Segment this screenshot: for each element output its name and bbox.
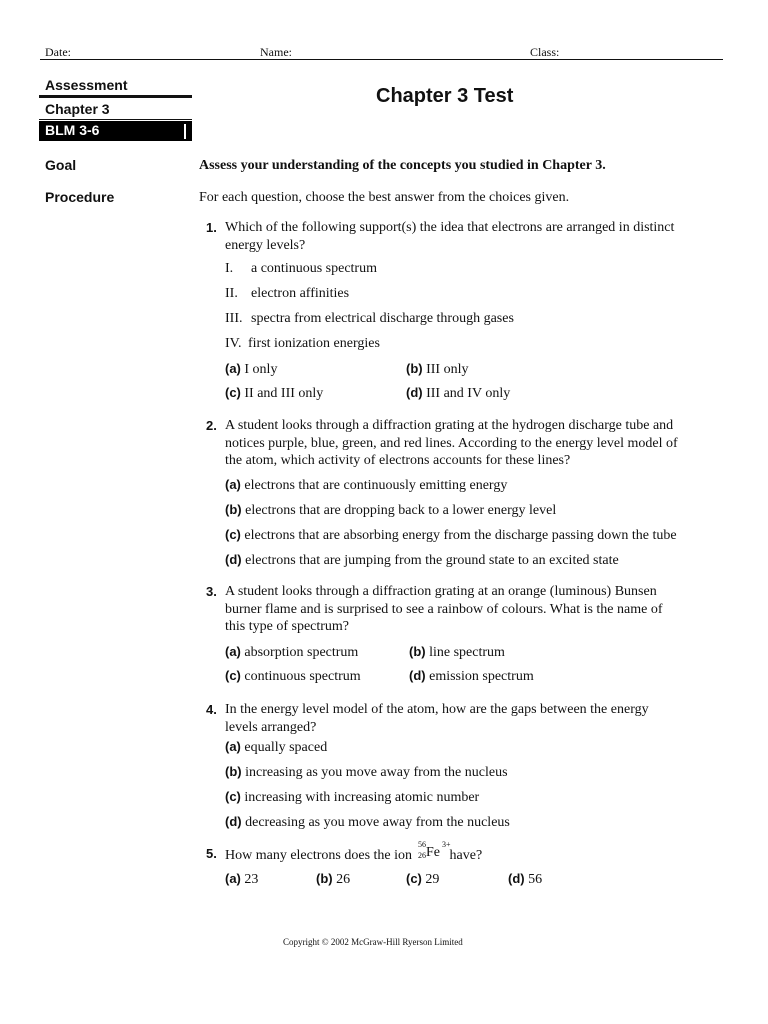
option-text: increasing with increasing atomic number	[244, 790, 480, 805]
answer-option	[225, 814, 510, 831]
question-number: 1.	[206, 220, 217, 235]
answer-option	[316, 871, 350, 888]
question-text-line: Which of the following support(s) the idea that electrons are arranged in distinct	[225, 220, 675, 235]
header-rule	[40, 59, 723, 60]
answer-option	[406, 361, 469, 378]
option-label: (d)	[225, 552, 242, 567]
mass-number: 56	[418, 840, 427, 849]
option-text: absorption spectrum	[244, 645, 359, 660]
option-label: (d)	[225, 814, 242, 829]
question-text	[225, 840, 483, 864]
question-number: 5.	[206, 846, 217, 861]
answer-option	[409, 644, 505, 661]
page-title: Chapter 3 Test	[376, 85, 514, 107]
procedure-text: For each question, choose the best answer from the choices given.	[199, 190, 570, 205]
question-text-line: energy levels?	[225, 237, 306, 253]
question-text-line: In the energy level model of the atom, how are the gaps between the energy	[225, 702, 649, 717]
answer-option	[225, 552, 619, 569]
chapter-label: Chapter 3	[45, 101, 110, 117]
option-text: continuous spectrum	[244, 669, 361, 684]
option-label: (b)	[225, 764, 242, 779]
answer-option	[409, 668, 534, 685]
assessment-label: Assessment	[45, 77, 128, 93]
roman-numeral: II.	[225, 286, 238, 301]
option-text: 23	[244, 872, 259, 887]
option-text: I only	[244, 362, 278, 377]
name-label: Name:	[260, 45, 292, 59]
question-text-line: the atom, which activity of electrons accounts for these lines?	[225, 453, 571, 468]
option-text: electrons that are dropping back to a lower energy level	[245, 503, 557, 518]
blm-label: BLM 3-6	[45, 122, 100, 138]
option-text: II and III only	[244, 386, 324, 401]
option-text: decreasing as you move away from the nucleus	[245, 815, 510, 830]
answer-option	[225, 385, 323, 402]
answer-option	[225, 739, 327, 756]
option-text: electrons that are absorbing energy from the discharge passing down the tube	[244, 528, 677, 543]
roman-item	[225, 286, 349, 302]
option-text: equally spaced	[244, 740, 328, 755]
question-text-after: have?	[449, 848, 483, 863]
option-label: (d)	[409, 668, 426, 683]
atomic-number: 26	[418, 851, 427, 860]
goal-label: Goal	[45, 157, 77, 173]
roman-item-text: electron affinities	[251, 286, 350, 301]
option-label: (c)	[225, 385, 241, 400]
option-label: (c)	[225, 527, 241, 542]
option-label: (b)	[316, 871, 333, 886]
option-label: (a)	[225, 871, 241, 886]
option-label: (a)	[225, 477, 241, 492]
option-text: 56	[528, 872, 543, 887]
question-number: 3.	[206, 584, 217, 599]
ion-charge: 3+	[442, 840, 451, 849]
question-text-line: notices purple, blue, green, and red lines. According to the energy level model of	[225, 435, 678, 451]
option-text: 26	[336, 872, 351, 887]
question-text-before: How many electrons does the ion	[225, 848, 413, 863]
blm-badge	[39, 121, 192, 141]
answer-option	[406, 385, 510, 402]
question-number: 4.	[206, 702, 217, 717]
question-text-line: A student looks through a diffraction grating at an orange (luminous) Bunsen	[225, 584, 657, 599]
question-text-line: this type of spectrum?	[225, 619, 350, 634]
roman-item	[225, 261, 377, 277]
option-label: (c)	[406, 871, 422, 886]
blm-bar-decoration	[184, 124, 186, 139]
question-text	[225, 701, 720, 736]
option-text: electrons that are continuously emitting energy	[244, 478, 508, 493]
option-text: III and IV only	[426, 386, 511, 401]
answer-option	[225, 789, 479, 806]
answer-option	[406, 871, 439, 888]
roman-numeral: IV.	[225, 336, 242, 351]
answer-option	[225, 527, 677, 544]
option-label: (d)	[406, 385, 423, 400]
option-label: (b)	[225, 502, 242, 517]
question-number: 2.	[206, 418, 217, 433]
goal-text: Assess your understanding of the concepts you studied in Chapter 3.	[199, 158, 606, 173]
answer-option	[225, 764, 508, 781]
sidebar-rule-thick	[39, 95, 192, 98]
date-label: Date:	[45, 45, 71, 59]
roman-item	[225, 336, 380, 352]
answer-option	[225, 644, 358, 661]
answer-option	[508, 871, 542, 888]
option-label: (c)	[225, 668, 241, 683]
option-label: (d)	[508, 871, 525, 886]
option-label: (a)	[225, 361, 241, 376]
answer-option	[225, 871, 258, 888]
question-text-line: burner flame and is surprised to see a rainbow of colours. What is the name of	[225, 601, 663, 617]
roman-item-text: first ionization energies	[248, 336, 380, 351]
answer-option	[225, 502, 556, 519]
sidebar-rule-thin	[39, 119, 192, 120]
option-label: (a)	[225, 739, 241, 754]
roman-numeral: I.	[225, 261, 234, 276]
answer-option	[225, 668, 361, 685]
option-label: (b)	[409, 644, 426, 659]
question-text	[225, 417, 720, 470]
roman-item-text: spectra from electrical discharge through gases	[251, 311, 514, 326]
class-label: Class:	[530, 45, 560, 59]
question-text	[225, 219, 720, 254]
procedure-label: Procedure	[45, 189, 115, 205]
question-text-line: A student looks through a diffraction grating at the hydrogen discharge tube and	[225, 418, 674, 433]
option-text: line spectrum	[429, 645, 505, 660]
option-label: (c)	[225, 789, 241, 804]
question-text	[225, 583, 720, 636]
copyright-footer: Copyright © 2002 McGraw-Hill Ryerson Limited	[283, 937, 463, 947]
option-text: III only	[426, 362, 469, 377]
option-label: (b)	[406, 361, 423, 376]
answer-option	[225, 361, 277, 378]
element-symbol: Fe	[426, 845, 441, 860]
option-label: (a)	[225, 644, 241, 659]
option-text: electrons that are jumping from the ground state to an excited state	[245, 553, 619, 568]
answer-option	[225, 477, 507, 494]
roman-numeral: III.	[225, 311, 243, 326]
question-text-line: levels arranged?	[225, 719, 317, 735]
option-text: emission spectrum	[429, 669, 534, 684]
option-text: increasing as you move away from the nucleus	[245, 765, 508, 780]
roman-item-text: a continuous spectrum	[251, 261, 377, 276]
roman-item	[225, 311, 514, 327]
option-text: 29	[425, 872, 440, 887]
iron-ion-notation	[412, 840, 451, 861]
